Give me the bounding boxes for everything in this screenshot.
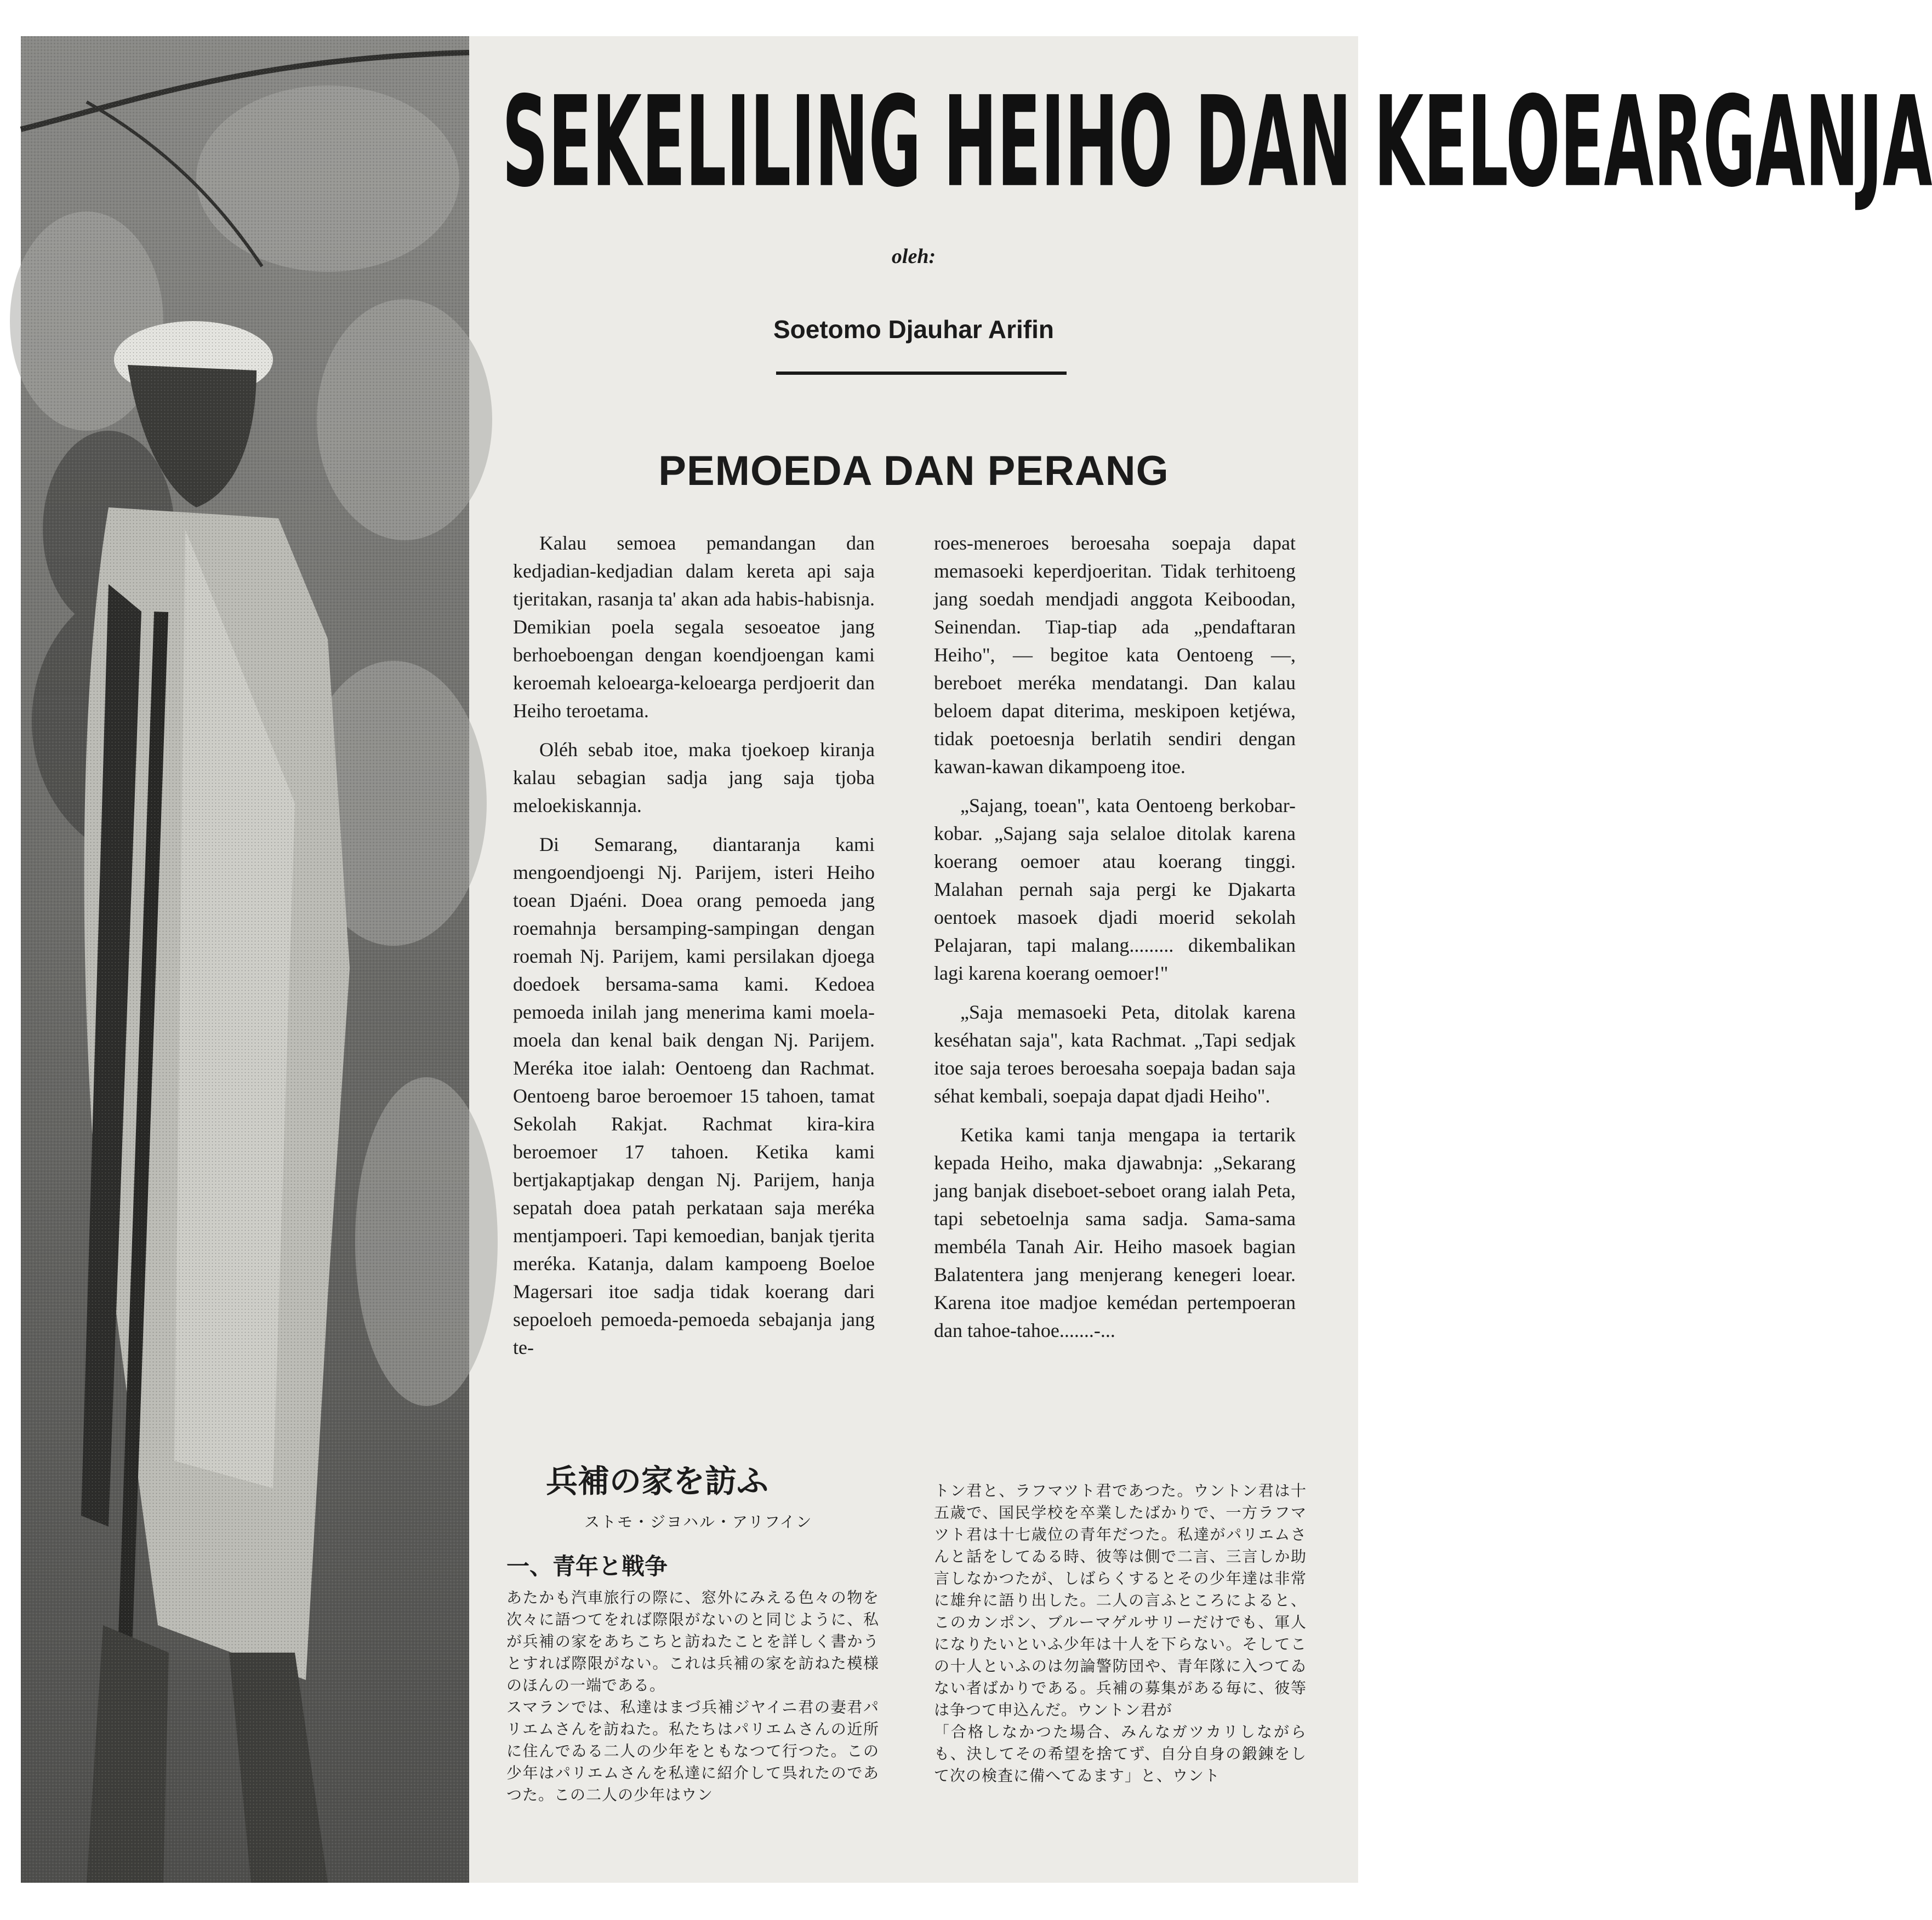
soldier-photo-illustration — [21, 36, 469, 1883]
paragraph: Di Semarang, diantaranja kami mengoendjoengi Nj. Parijem, isteri Heiho toean Djaéni. Doea orang pemoeda jang roemahnja bersamping-sampingan dengan roemah Nj. Parijem, kami persilakan djoega doedoek bersama-sama kami. Kedoea pemoeda inilah jang menerima kami moela-moela dan kenal baik dengan Nj. Parijem. Meréka itoe ialah: Oentoeng dan Rachmat. Oentoeng baroe beroemoer 15 tahoen, tamat Sekolah Rakjat. Rachmat kira-kira beroemoer 17 tahoen. Ketika kami bertjakaptjakap dengan Nj. Parijem, hanja sepatah doea patah perkataan saja meréka mentjampoeri. Tapi kemoedian, banjak tjerita meréka. Katanja, dalam kampoeng Boeloe Magersari itoe sadja tidak koerang dari sepoeloeh pemoeda-pemoeda sebajanja jang te- — [513, 833, 875, 1358]
japanese-author: ストモ・ジヨハル・アリフイン — [584, 1513, 813, 1531]
author-name: Soetomo Djauhar Arifin — [773, 315, 1054, 344]
soldier-photo — [21, 36, 469, 1883]
japanese-left-column — [506, 1587, 879, 1806]
japanese-paragraph: 「合格しなかつた場合、みんなガツカリしながらも、決してその希望を捨てず、自分自身の鍛錬をして次の検査に備へてゐます」と、ウント — [934, 1723, 1307, 1785]
japanese-paragraph: あたかも汽車旅行の際に、窓外にみえる色々の物を次々に語つてをれば際限がないのと同じように、私が兵補の家をあちこちと訪ねたことを詳しく書かうとすれば際限がない。これは兵補の家を訪ねた模様のほんの一端である。 — [506, 1588, 879, 1694]
title-divider — [776, 372, 1067, 375]
paragraph: Ketika kami tanja mengapa ia tertarik kepada Heiho, maka djawabnja: „Sekarang jang banjak diseboet-seboet orang ialah Peta, tapi sebetoelnja sama sadja. Sama-sama membéla Tanah Air. Heiho masoek bagian Balatentera jang menjerang kenegeri loear. Karena itoe madjoe kemédan pertempoeran dan tahoe-tahoe.......-... — [934, 1124, 1296, 1341]
paragraph: „Saja memasoeki Peta, ditolak karena keséhatan saja", kata Rachmat. „Tapi sedjak itoe saja teroes beroesaha soepaja badan saja séhat kembali, soepaja dapat djadi Heiho". — [934, 1001, 1296, 1107]
japanese-paragraph: スマランでは、私達はまづ兵補ジヤイニ君の妻君パリエムさんを訪ねた。私たちはパリエムさんの近所に住んでゐる二人の少年をともなつて行つた。この少年はパリエムさんを私達に紹介して呉れたのであつた。この二人の少年はウン — [506, 1698, 879, 1804]
japanese-right-column — [934, 1480, 1307, 1787]
japanese-section-heading: 一、青年と戦争 — [506, 1553, 668, 1580]
paragraph: „Sajang, toean", kata Oentoeng berkobar-kobar. „Sajang saja selaloe ditolak karena koerang oemoer atau koerang tinggi. Malahan pernah saja pergi ke Djakarta oentoek masoek djadi moerid sekolah Pelajaran, tapi malang......... dikembalikan lagi karena koerang oemoer!" — [934, 795, 1296, 984]
japanese-title: 兵補の家を訪ふ — [546, 1462, 769, 1500]
paragraph: Kalau semoea pemandangan dan kedjadian-kedjadian dalam kereta api saja tjeritakan, rasanja ta' akan ada habis-habisnja. Demikian poela segala sesoeatoe jang berhoeboengan dengan koendjoengan kami keroemah keloearga-keloearga perdjoerit dan Heiho teroetama. — [513, 532, 875, 722]
article-title: SEKELILING HEIHO DAN KELOEARGANJA — [502, 69, 1932, 215]
section-heading: PEMOEDA DAN PERANG — [658, 448, 1169, 494]
byline-label: oleh: — [891, 245, 936, 268]
right-column — [934, 529, 1296, 1356]
paragraph: Oléh sebab itoe, maka tjoekoep kiranja kalau sebagian sadja jang saja tjoba meloekiskannja. — [513, 739, 875, 816]
article-text-area — [469, 36, 1932, 1883]
paragraph: roes-meneroes beroesaha soepaja dapat memasoeki keperdjoeritan. Tidak terhitoeng jang soedah mendjadi anggota Keiboodan, Seinendan. Tiap-tiap ada „pendaftaran Heiho", — begitoe kata Oentoeng —, bereboet meréka mendatangi. Dan kalau beloem dapat diterima, meskipoen ketjéwa, tidak poetoesnja berlatih sendiri dengan kawan-kawan dikampoeng itoe. — [934, 532, 1296, 778]
magazine-page — [21, 36, 1932, 1883]
japanese-paragraph: トン君と、ラフマツト君であつた。ウントン君は十五歳で、国民学校を卒業したばかりで、一方ラフマツト君は十七歳位の青年だつた。私達がパリエムさんと話をしてゐる時、彼等は側で二言、三言しか助言しなかつたが、しばらくするとその少年達は非常に雄弁に語り出した。二人の言ふところによると、このカンポン、ブルーマゲルサリーだけでも、軍人になりたいといふ少年は十人を下らない。そしてこの十人といふのは勿論警防団や、青年隊に入つてゐない者ばかりである。兵補の募集がある毎に、彼等は争つて申込んだ。ウントン君が — [934, 1482, 1307, 1719]
left-column — [513, 529, 875, 1373]
